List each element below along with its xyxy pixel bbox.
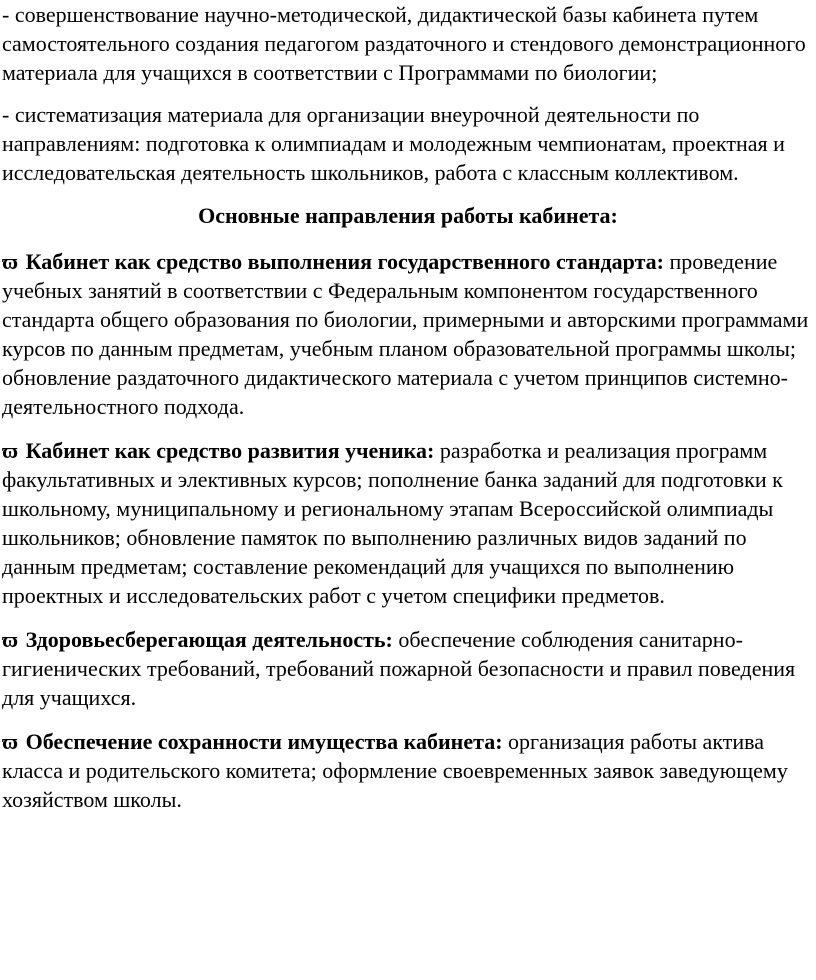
bullet-icon: ϖ bbox=[2, 627, 19, 652]
direction-item-health bbox=[2, 625, 814, 712]
direction-item-standard bbox=[2, 247, 814, 421]
direction-title: Кабинет как средство развития ученика: bbox=[25, 438, 435, 463]
paragraph-intro-2: - систематизация материала для организации внеурочной деятельности по направлениям: подготовка к олимпиадам и молодежным чемпионатам, проектная и исследовательская деятельность школьников, работа с классным коллективом. bbox=[2, 102, 785, 185]
direction-text: обеспечение соблюдения санитарно-гигиенических требований, требований пожарной безопасности и правил поведения для учащихся. bbox=[2, 627, 796, 710]
bullet-icon: ϖ bbox=[2, 729, 19, 754]
direction-text: разработка и реализация программ факультативных и элективных курсов; пополнение банка заданий для подготовки к школьному, муниципальному и региональному этапам Всероссийской олимпиады школьников; обновление памяток по выполнению различных видов заданий по данным предметам; составление рекомендаций для учащихся по выполнению проектных и исследовательских работ с учетом специфики предметов. bbox=[2, 438, 783, 608]
direction-text: организация работы актива класса и родительского комитета; оформление своевременных заявок заведующему хозяйством школы. bbox=[2, 729, 788, 812]
paragraph-intro-1: - совершенствование научно-методической, дидактической базы кабинета путем самостоятельного создания педагогом раздаточного и стендового демонстрационного материала для учащихся в соответствии с Программами по биологии; bbox=[2, 2, 806, 85]
section-heading: Основные направления работы кабинета: bbox=[198, 203, 618, 228]
direction-text: проведение учебных занятий в соответствии с Федеральным компонентом государственного стандарта общего образования по биологии, примерными и авторскими программами курсов по данным предметам, учебным планом образовательной программы школы; обновление раздаточного дидактического материала с учетом принципов системно-деятельностного подхода. bbox=[2, 249, 809, 419]
direction-item-development bbox=[2, 436, 814, 610]
direction-title: Кабинет как средство выполнения государственного стандарта: bbox=[25, 249, 664, 274]
bullet-icon: ϖ bbox=[2, 249, 19, 274]
direction-title: Здоровьесберегающая деятельность: bbox=[25, 627, 393, 652]
direction-item-property bbox=[2, 727, 814, 814]
direction-title: Обеспечение сохранности имущества кабинета: bbox=[25, 729, 503, 754]
bullet-icon: ϖ bbox=[2, 438, 19, 463]
